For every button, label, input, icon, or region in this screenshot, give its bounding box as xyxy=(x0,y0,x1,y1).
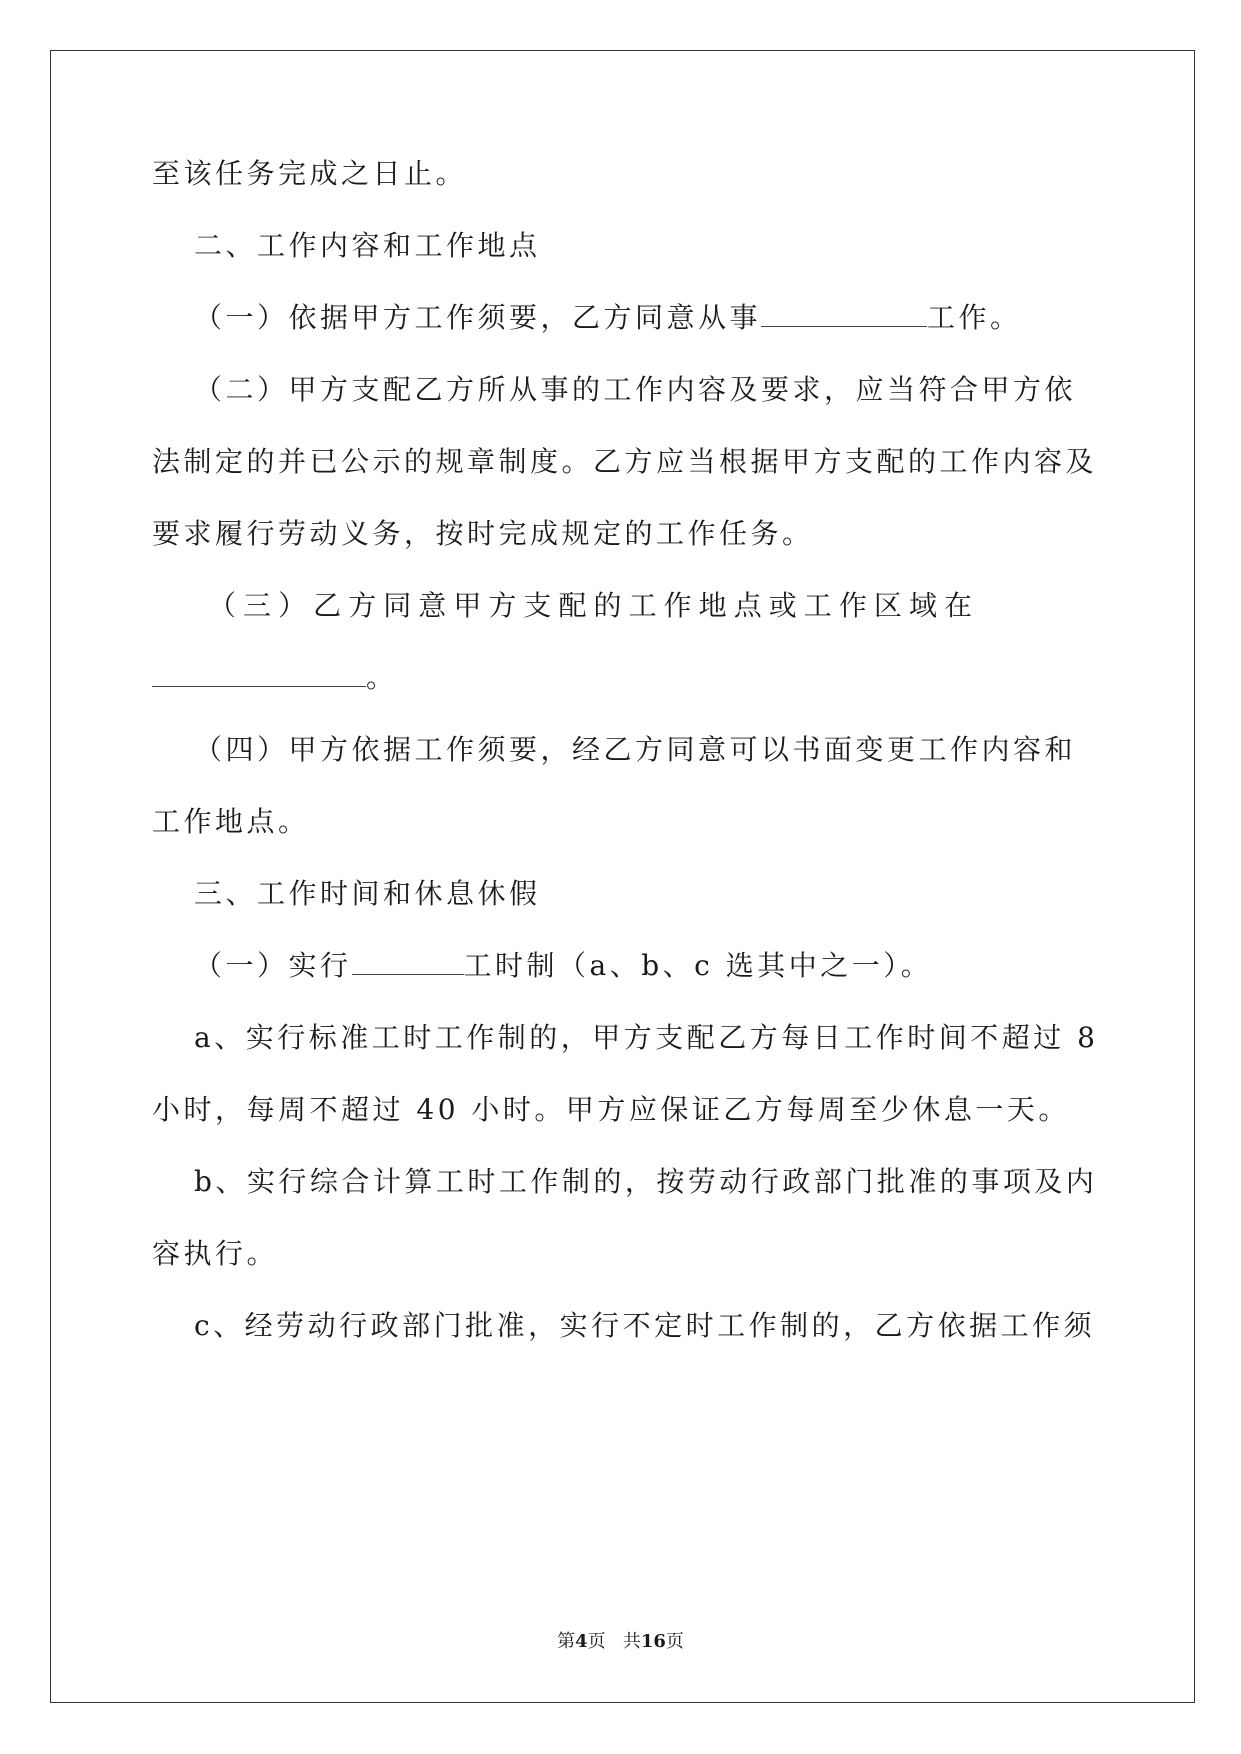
page-number: 4 xyxy=(575,1631,588,1652)
line7-char: 支 xyxy=(523,589,552,622)
line7-char: 工 xyxy=(628,589,657,622)
line7-char: 甲 xyxy=(453,589,482,622)
paragraph-line-10: 工作地点。 xyxy=(152,805,310,838)
line7-char: 作 xyxy=(663,589,692,622)
paragraph-line-4: （二）甲方支配乙方所从事的工作内容及要求，应当符合甲方依 xyxy=(194,373,1077,406)
page-prefix: 第 xyxy=(557,1631,576,1652)
section-heading-2: 二、工作内容和工作地点 xyxy=(194,229,541,262)
paragraph-line-1: 至该任务完成之日止。 xyxy=(152,157,468,190)
paragraph-line-8 xyxy=(152,660,398,696)
line7-char: ） xyxy=(278,589,307,622)
paragraph-line-17: c、经劳动行政部门批准，实行不定时工作制的，乙方依据工作须 xyxy=(194,1309,1096,1342)
line7-char: 方 xyxy=(348,589,377,622)
line7-char: 配 xyxy=(558,589,587,622)
line12-text: （一）实行 xyxy=(194,949,352,982)
page-suffix: 页 xyxy=(587,1631,606,1652)
line7-char: 意 xyxy=(418,589,447,622)
fill-blank-hours xyxy=(352,948,464,975)
line8-suffix: 。 xyxy=(366,661,398,694)
line7-char: 方 xyxy=(488,589,517,622)
paragraph-line-9: （四）甲方依据工作须要，经乙方同意可以书面变更工作内容和 xyxy=(194,733,1077,766)
line12-suffix: 工时制（a、b、c 选其中之一）。 xyxy=(463,949,933,982)
line7-char: 地 xyxy=(698,589,727,622)
paragraph-line-12 xyxy=(194,948,932,984)
paragraph-line-7 xyxy=(208,588,972,624)
total-prefix: 共 xyxy=(622,1631,641,1652)
line7-char: 作 xyxy=(838,589,867,622)
paragraph-line-13: a、实行标准工时工作制的，甲方支配乙方每日工作时间不超过 8 xyxy=(194,1021,1099,1054)
line7-char: 同 xyxy=(383,589,412,622)
fill-blank-job xyxy=(761,300,927,327)
fill-blank-location xyxy=(152,660,366,687)
paragraph-line-15: b、实行综合计算工时工作制的，按劳动行政部门批准的事项及内 xyxy=(194,1165,1098,1198)
paragraph-line-14: 小时，每周不超过 40 小时。甲方应保证乙方每周至少休息一天。 xyxy=(152,1093,1070,1126)
section-heading-3: 三、工作时间和休息休假 xyxy=(194,877,541,910)
paragraph-line-3 xyxy=(194,300,1022,336)
line7-char: 乙 xyxy=(313,589,342,622)
total-suffix: 页 xyxy=(665,1631,684,1652)
paragraph-line-16: 容执行。 xyxy=(152,1237,279,1270)
line3-text: （一）依据甲方工作须要，乙方同意从事 xyxy=(194,301,762,334)
paragraph-line-6: 要求履行劳动义务，按时完成规定的工作任务。 xyxy=(152,517,814,550)
line7-char: 的 xyxy=(593,589,622,622)
line7-char: 域 xyxy=(908,589,937,622)
paragraph-line-5: 法制定的并已公示的规章制度。乙方应当根据甲方支配的工作内容及 xyxy=(152,445,1098,478)
line7-char: 在 xyxy=(943,589,972,622)
line7-char: （ xyxy=(208,589,237,622)
line7-char: 工 xyxy=(803,589,832,622)
line7-char: 点 xyxy=(733,589,762,622)
line7-char: 区 xyxy=(873,589,902,622)
line7-char: 或 xyxy=(768,589,797,622)
page-footer xyxy=(0,1630,1241,1654)
line3-suffix: 工作。 xyxy=(927,301,1022,334)
line7-char: 三 xyxy=(243,589,272,622)
total-pages: 16 xyxy=(640,1631,666,1652)
